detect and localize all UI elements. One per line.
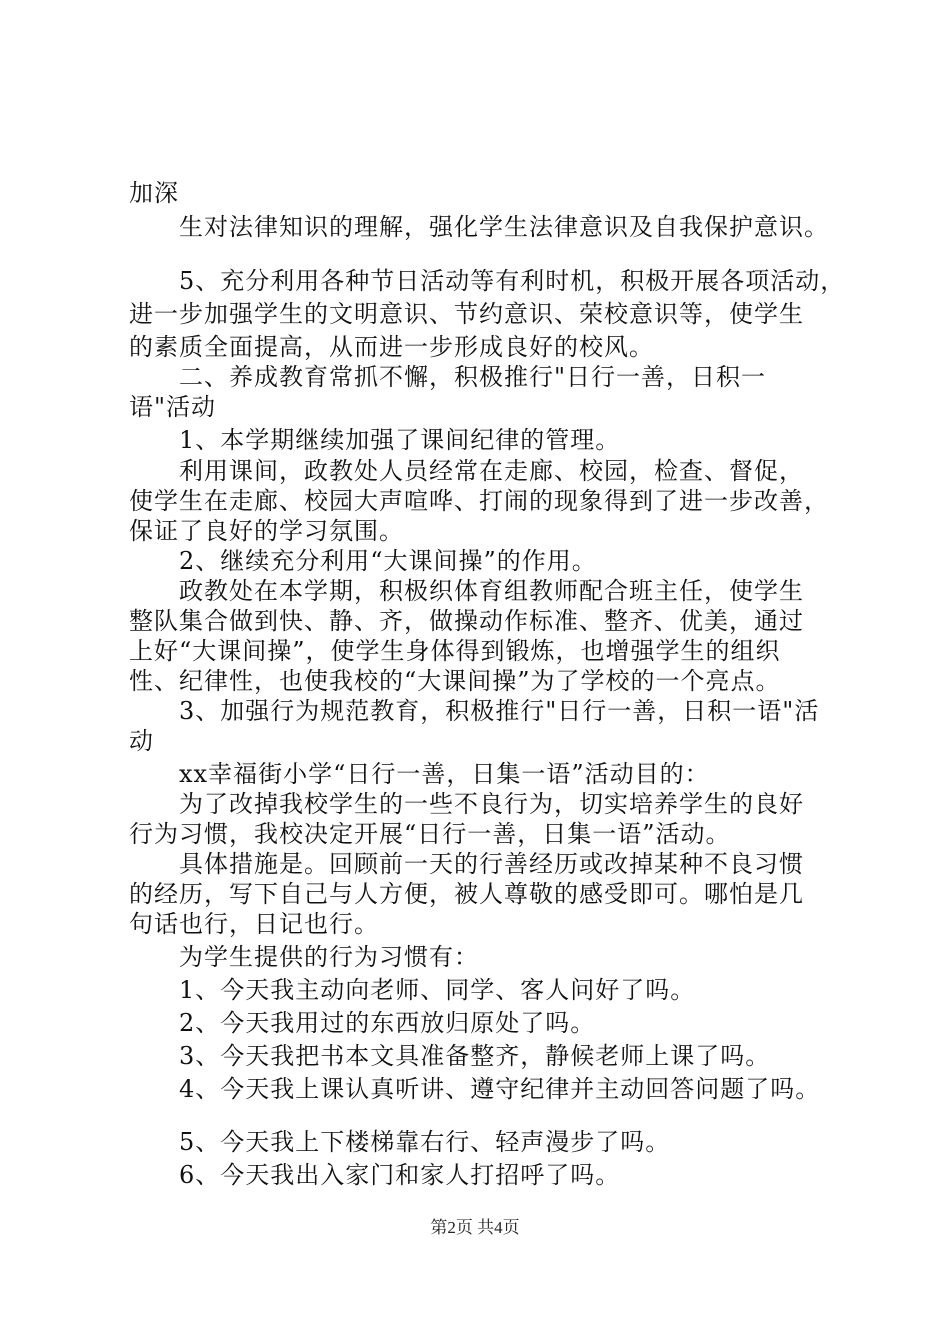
text-line: 为了改掉我校学生的一些不良行为，切实培养学生的良好 — [129, 790, 804, 818]
text-line: 进一步加强学生的文明意识、节约意识、荣校意识等，使学生 — [129, 300, 804, 328]
text-line: 具体措施是。回顾前一天的行善经历或改掉某种不良习惯 — [129, 850, 804, 878]
text-line: 4、今天我上课认真听讲、遵守纪律并主动回答问题了吗。 — [129, 1075, 821, 1103]
text-line: 语"活动 — [129, 393, 217, 421]
text-line: 3、今天我把书本文具准备整齐，静候老师上课了吗。 — [129, 1042, 771, 1070]
text-line: 性、纪律性，也使我校的“大课间操”为了学校的一个亮点。 — [129, 667, 781, 695]
text-line: 句话也行，日记也行。 — [129, 910, 379, 938]
text-line: 整队集合做到快、静、齐，做操动作标准、整齐、优美，通过 — [129, 607, 804, 635]
text-line: 使学生在走廊、校园大声喧哗、打闹的现象得到了进一步改善， — [129, 487, 829, 515]
text-line: 上好“大课间操”，使学生身体得到锻炼，也增强学生的组织 — [129, 637, 781, 665]
text-line: 动 — [129, 727, 154, 755]
text-line: 的经历，写下自己与人方便，被人尊敬的感受即可。哪怕是几 — [129, 880, 804, 908]
text-line: 5、今天我上下楼梯靠右行、轻声漫步了吗。 — [129, 1128, 671, 1156]
text-line: 政教处在本学期，积极织体育组教师配合班主任，使学生 — [129, 577, 804, 605]
text-line: 5、充分利用各种节日活动等有利时机，积极开展各项活动， — [129, 267, 846, 295]
text-line: 3、加强行为规范教育，积极推行"日行一善，日积一语"活 — [129, 697, 820, 725]
text-line: 的素质全面提高，从而进一步形成良好的校风。 — [129, 333, 654, 361]
text-line: 行为习惯，我校决定开展“日行一善，日集一语”活动。 — [129, 820, 731, 848]
text-line: 二、养成教育常抓不懈，积极推行"日行一善，日积一 — [129, 363, 767, 391]
text-line: 保证了良好的学习氛围。 — [129, 517, 404, 545]
text-line: 利用课间，政教处人员经常在走廊、校园，检查、督促， — [129, 457, 804, 485]
text-line: 为学生提供的行为习惯有： — [129, 943, 479, 971]
page-footer: 第2页 共4页 — [430, 1218, 520, 1237]
text-line: 1、本学期继续加强了课间纪律的管理。 — [129, 426, 621, 454]
text-line: 6、今天我出入家门和家人打招呼了吗。 — [129, 1161, 621, 1189]
text-line: 生对法律知识的理解，强化学生法律意识及自我保护意识。 — [129, 213, 829, 241]
text-line: 1、今天我主动向老师、同学、客人问好了吗。 — [129, 976, 696, 1004]
text-line: xx幸福街小学“日行一善，日集一语”活动目的： — [129, 760, 710, 788]
text-line: 加深 — [129, 179, 179, 207]
text-line: 2、今天我用过的东西放归原处了吗。 — [129, 1009, 596, 1037]
text-line: 2、继续充分利用“大课间操”的作用。 — [129, 547, 597, 575]
